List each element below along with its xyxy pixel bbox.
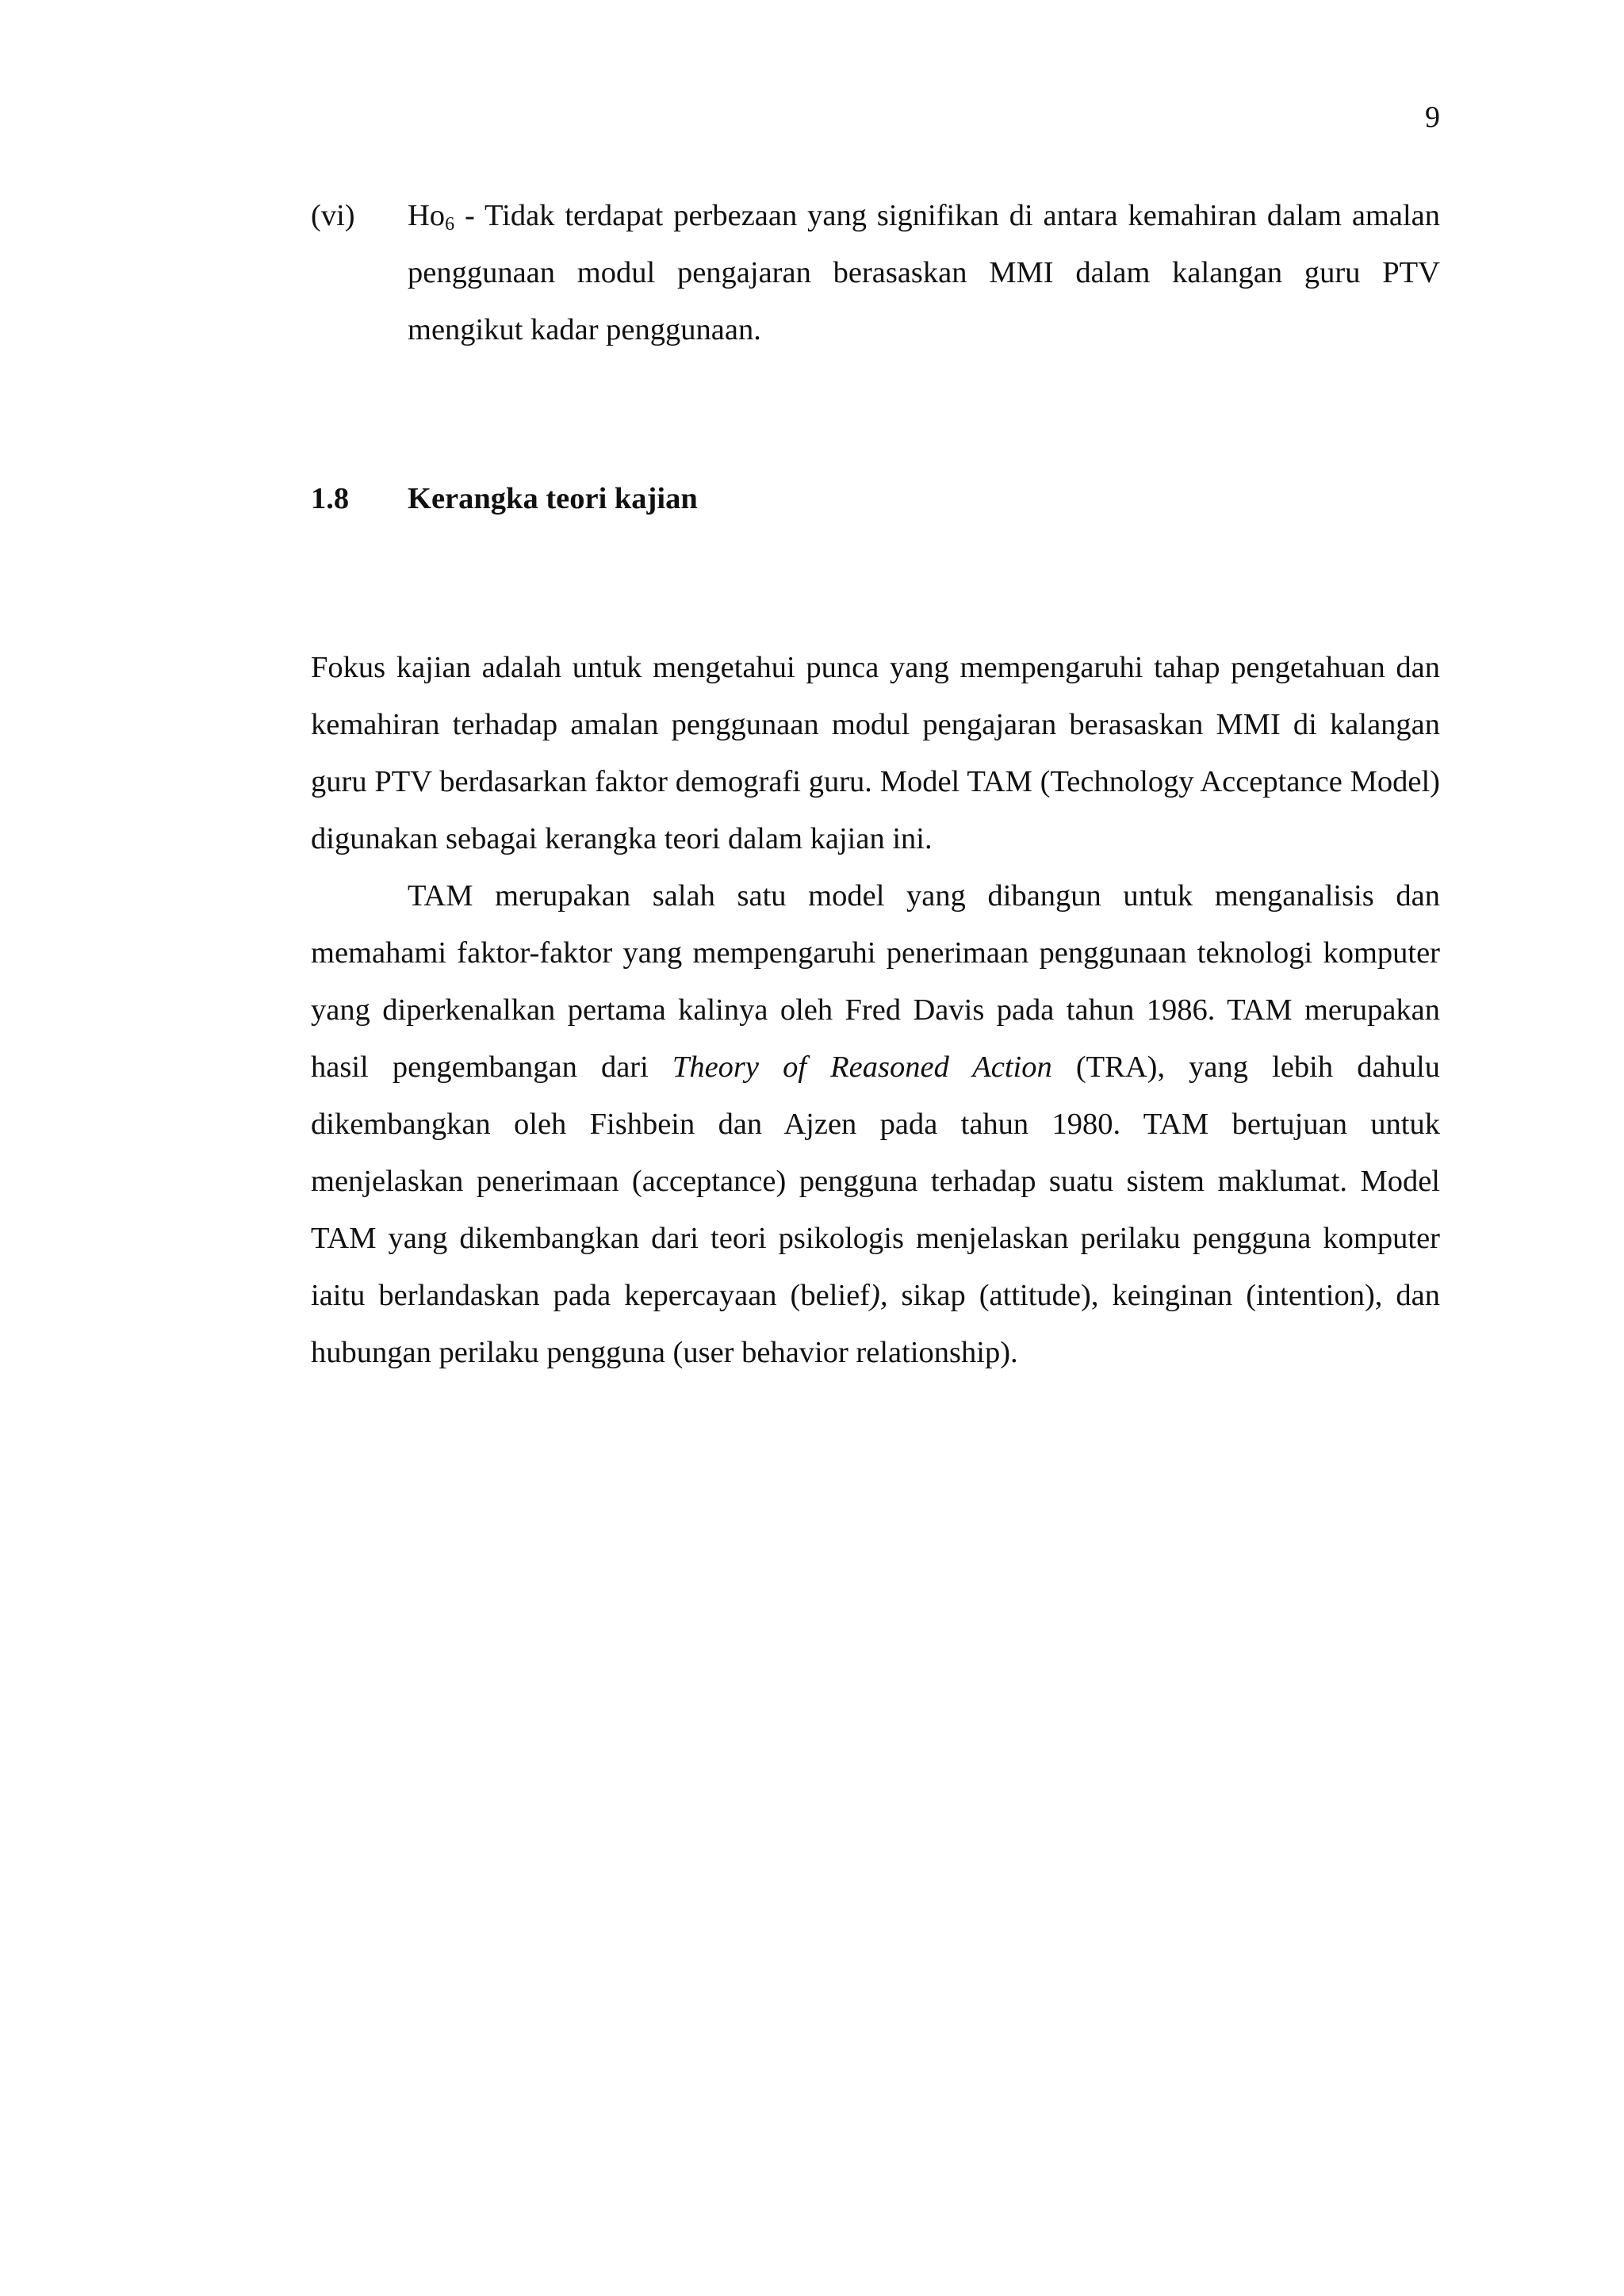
- paragraph-2-part-2: (TRA), yang lebih dahulu dikembangkan oleh Fishbein dan Ajzen pada tahun 1980. TAM bertujuan untuk menjelaskan penerimaan (acceptance) pengguna terhadap suatu sistem maklumat. Model TAM yang dikembangkan dari teori psikologis menjelaskan perilaku pengguna komputer iaitu berlandaskan pada kepercayaan (belief: [311, 1050, 1440, 1312]
- italic-term: Theory of Reasoned Action: [672, 1050, 1052, 1084]
- paragraph-1: Fokus kajian adalah untuk mengetahui punca yang mempengaruhi tahap pengetahuan dan kemahiran terhadap amalan penggunaan modul pengajaran berasaskan MMI di kalangan guru PTV berdasarkan faktor demografi guru. Model TAM (Technology Acceptance Model) digunakan sebagai kerangka teori dalam kajian ini.: [311, 651, 1440, 855]
- hypothesis-code-subscript: 6: [445, 214, 455, 235]
- section-title: Kerangka teori kajian: [408, 482, 698, 515]
- page-number: 9: [1425, 101, 1440, 134]
- paragraph-2-part-1: TAM merupakan salah satu model yang dibangun untuk menganalisis dan memahami faktor-faktor yang mempengaruhi penerimaan penggunaan teknologi komputer yang diperkenalkan pertama kalinya oleh Fred Davis pada tahun 1986. TAM merupakan hasil pengembangan dari: [311, 879, 1440, 1084]
- hypothesis-code: Ho: [408, 199, 446, 232]
- paragraph-2: [311, 867, 1440, 1381]
- hypothesis-text-block: [408, 187, 1440, 358]
- section-heading: [311, 470, 1440, 527]
- hypothesis-item-vi: [311, 187, 1440, 358]
- hypothesis-text: - Tidak terdapat perbezaan yang signifikan di antara kemahiran dalam amalan penggunaan modul pengajaran berasaskan MMI dalam kalangan guru PTV mengikut kadar penggunaan.: [408, 199, 1440, 346]
- italic-punctuation: ),: [870, 1279, 888, 1312]
- list-marker: (vi): [311, 199, 355, 232]
- section-number: 1.8: [311, 482, 350, 515]
- body-text: [311, 639, 1440, 1381]
- paragraph-2-part-3: sikap (attitude), keinginan (intention), dan hubungan perilaku pengguna (user behavior relationship).: [311, 1279, 1440, 1369]
